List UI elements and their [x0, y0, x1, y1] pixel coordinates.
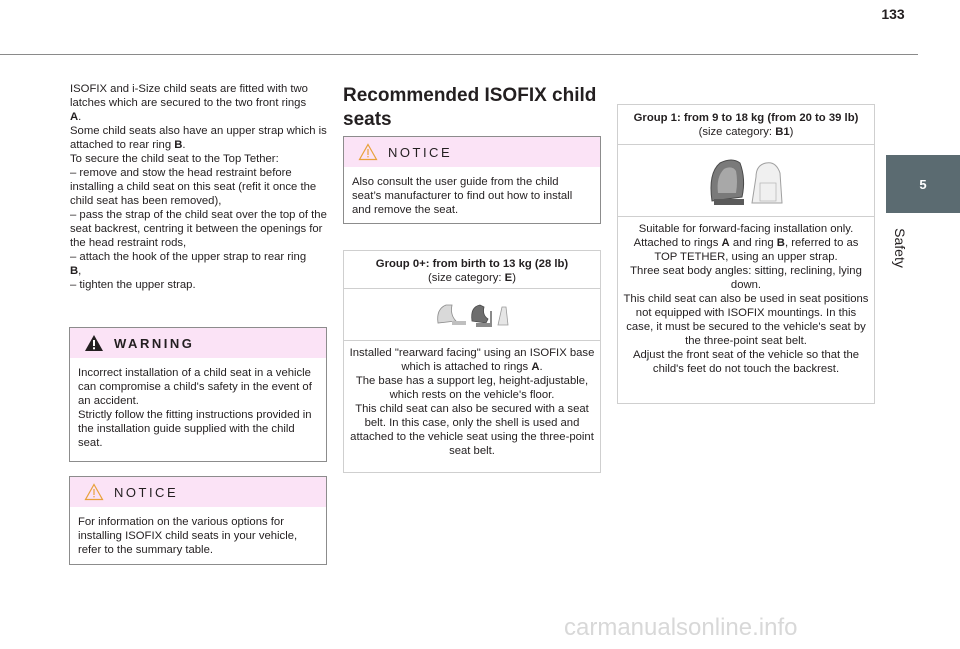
step-3	[70, 250, 328, 278]
text-span: )	[789, 126, 794, 138]
rearward-child-seat-illustration	[432, 297, 512, 333]
group0-title: Group 0+: from birth to 13 kg (28 lb)	[375, 258, 569, 270]
step-4: – tighten the upper strap.	[70, 279, 196, 291]
warning-title: WARNING	[114, 335, 195, 351]
group1-desc-3: Three seat body angles: sitting, reclining, lying down.	[630, 265, 862, 291]
section-heading: Recommended ISOFIX child seats	[343, 85, 597, 130]
group1-desc-1: Suitable for forward-facing installation only.	[638, 223, 854, 235]
group1-seat-table	[617, 104, 875, 404]
warning-body	[70, 358, 326, 458]
ring-ref: B	[174, 139, 183, 151]
text-span: – attach the hook of the upper strap to rear ring	[70, 251, 307, 263]
ring-ref: B	[70, 265, 79, 277]
notice-text: Also consult the user guide from the child seat’s manufacturer to find out how to install and remove the seat.	[352, 176, 573, 216]
group1-size	[622, 125, 870, 139]
size-code: B1	[775, 126, 790, 138]
size-code: E	[504, 272, 513, 284]
notice-body	[70, 507, 326, 565]
group1-title: Group 1: from 9 to 18 kg (from 20 to 39 lb)	[633, 112, 859, 124]
step-1: – remove and stow the head restraint before installing a child seat on this seat (refit it once the child seat has been removed),	[70, 167, 317, 207]
chapter-number: 5	[919, 176, 927, 192]
group1-desc-2	[622, 236, 870, 264]
group0-desc-1	[348, 346, 596, 374]
notice-text: For information on the various options for installing ISOFIX child seats in your vehicle, refer to the summary table.	[78, 516, 298, 556]
group0-seat-table	[343, 250, 601, 473]
watermark: carmanualsonline.info	[564, 614, 798, 641]
notice-header	[344, 137, 600, 167]
text-span: , referred to as TOP TETHER, using an upper strap.	[654, 237, 859, 263]
group0-header	[344, 251, 600, 289]
group0-image-cell	[344, 289, 600, 341]
chapter-label-text: Safety	[891, 228, 908, 268]
ring-ref: A	[721, 237, 730, 249]
notice-box-manufacturer	[343, 136, 601, 224]
group1-image-cell	[618, 145, 874, 217]
text-span: (size category:	[698, 126, 776, 138]
notice-title: NOTICE	[114, 484, 179, 500]
notice-icon	[358, 143, 378, 161]
text-span: .	[539, 361, 543, 373]
text-span: )	[512, 272, 516, 284]
warning-line-1: Incorrect installation of a child seat in a vehicle can compromise a child's safety in the event of an accident.	[78, 367, 312, 407]
header-divider	[0, 54, 918, 55]
text-span: Installed "rearward facing" using an ISOFIX base which is attached to rings	[349, 347, 595, 373]
group0-size	[348, 271, 596, 285]
step-2: – pass the strap of the child seat over the top of the seat backrest, centring it between the openings for the head restraint rods,	[70, 209, 327, 249]
intro-paragraph-1	[70, 82, 328, 124]
group0-desc-2: The base has a support leg, height-adjustable, which rests on the vehicle's floor.	[355, 375, 589, 401]
ring-ref: A	[70, 111, 79, 123]
text-span: and ring	[732, 237, 774, 249]
ring-ref: B	[776, 237, 785, 249]
group1-description	[618, 217, 874, 382]
notice-body	[344, 167, 600, 225]
group0-description	[344, 341, 600, 464]
text-span: ,	[78, 265, 82, 277]
warning-header	[70, 328, 326, 358]
text-span: Some child seats also have an upper strap which is attached to rear ring	[70, 125, 327, 151]
forward-child-seat-illustration	[704, 153, 788, 209]
intro-paragraph-2	[70, 124, 328, 152]
chapter-label	[870, 218, 930, 278]
group1-desc-4: This child seat can also be used in seat positions not equipped with ISOFIX mountings. In this case, it must be secured to the vehicle's seat by the three-point seat belt.	[623, 293, 869, 347]
intro-paragraph-3: To secure the child seat to the Top Tether:	[70, 153, 279, 165]
group1-desc-5: Adjust the front seat of the vehicle so that the child's feet do not touch the backrest.	[632, 349, 860, 375]
text-span: Attached to rings	[633, 237, 719, 249]
warning-line-2: Strictly follow the fitting instructions provided in the installation guide supplied with the child seat.	[78, 409, 312, 449]
text-span: (size category:	[428, 272, 505, 284]
warning-icon	[84, 334, 104, 352]
notice-title: NOTICE	[388, 144, 453, 160]
notice-box-summary	[69, 476, 327, 565]
notice-icon	[84, 483, 104, 501]
ring-ref: A	[531, 361, 540, 373]
notice-header	[70, 477, 326, 507]
warning-box	[69, 327, 327, 462]
group0-desc-3: This child seat can also be secured with a seat belt. In this case, only the shell is used and attached to the vehicle seat using the three-point seat belt.	[350, 403, 594, 457]
text-span: .	[182, 139, 186, 151]
group1-header	[618, 105, 874, 145]
isofix-intro-text	[70, 82, 328, 292]
page-number: 133	[881, 6, 905, 22]
text-span: ISOFIX and i-Size child seats are fitted with two latches which are secured to the two front rings	[70, 83, 308, 109]
text-span: .	[78, 111, 82, 123]
chapter-tab[interactable]	[886, 155, 960, 213]
